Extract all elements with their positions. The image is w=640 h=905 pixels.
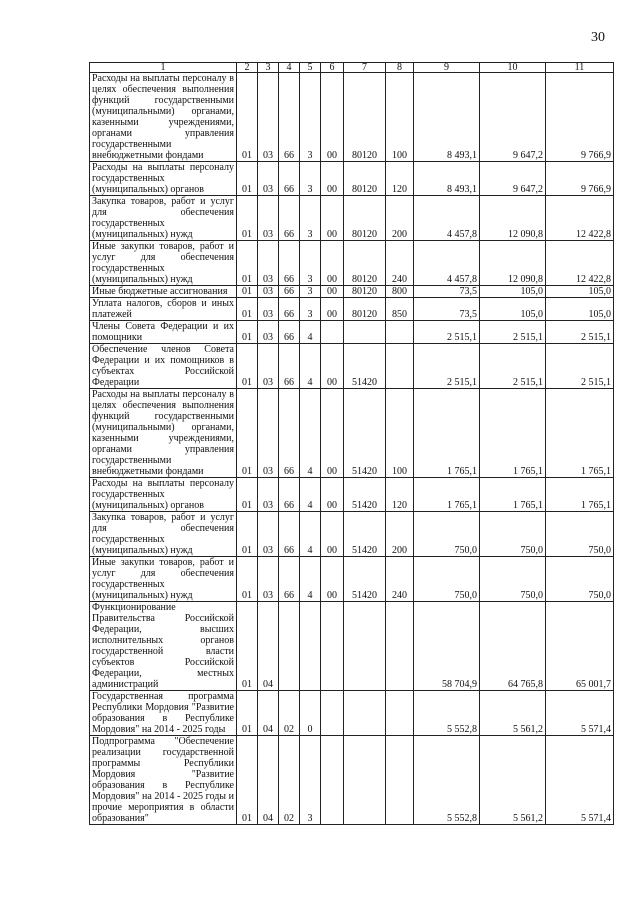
row-value-cell: 5 552,8 xyxy=(414,691,480,736)
row-value-cell: 750,0 xyxy=(414,557,480,602)
row-value-cell xyxy=(386,344,414,389)
table-row xyxy=(90,557,614,602)
table-row xyxy=(90,321,614,344)
row-value-cell: 03 xyxy=(258,196,279,241)
row-value-cell: 66 xyxy=(279,344,300,389)
row-value-cell: 51420 xyxy=(344,344,386,389)
row-value-cell: 1 765,1 xyxy=(414,389,480,478)
row-value-cell: 03 xyxy=(258,478,279,512)
row-value-cell: 01 xyxy=(237,241,258,286)
row-value-cell: 9 766,9 xyxy=(546,162,614,196)
row-value-cell: 0 xyxy=(300,691,321,736)
row-value-cell: 2 515,1 xyxy=(546,321,614,344)
column-header: 3 xyxy=(258,63,279,73)
row-value-cell: 120 xyxy=(386,162,414,196)
row-name-cell: Обеспечение членов Совета Федерации и их помощников в субъектах Российской Федерации xyxy=(90,344,237,389)
row-value-cell: 66 xyxy=(279,298,300,321)
row-value-cell: 66 xyxy=(279,73,300,162)
row-value-cell: 51420 xyxy=(344,512,386,557)
row-value-cell: 4 457,8 xyxy=(414,196,480,241)
row-value-cell: 73,5 xyxy=(414,298,480,321)
row-value-cell: 66 xyxy=(279,286,300,298)
row-name-cell: Расходы на выплаты персоналу в целях обеспечения выполнения функций государственными (муниципальными) органами, казенными учреждениями, органами управления государственными внебюджетными фондами xyxy=(90,389,237,478)
row-value-cell xyxy=(344,321,386,344)
row-value-cell: 750,0 xyxy=(480,557,546,602)
row-value-cell: 03 xyxy=(258,389,279,478)
table-row xyxy=(90,344,614,389)
row-value-cell xyxy=(321,602,344,691)
table-row xyxy=(90,73,614,162)
row-value-cell: 66 xyxy=(279,512,300,557)
row-value-cell: 03 xyxy=(258,344,279,389)
row-value-cell: 01 xyxy=(237,298,258,321)
row-value-cell: 5 552,8 xyxy=(414,736,480,825)
row-value-cell: 00 xyxy=(321,286,344,298)
table-row xyxy=(90,512,614,557)
table-row xyxy=(90,736,614,825)
row-value-cell: 5 561,2 xyxy=(480,736,546,825)
column-header: 5 xyxy=(300,63,321,73)
column-header: 11 xyxy=(546,63,614,73)
row-value-cell: 4 457,8 xyxy=(414,241,480,286)
row-value-cell: 120 xyxy=(386,478,414,512)
row-value-cell: 200 xyxy=(386,512,414,557)
row-value-cell: 00 xyxy=(321,557,344,602)
row-value-cell: 01 xyxy=(237,344,258,389)
row-value-cell: 51420 xyxy=(344,478,386,512)
row-value-cell: 4 xyxy=(300,344,321,389)
row-value-cell: 12 090,8 xyxy=(480,196,546,241)
table-row xyxy=(90,241,614,286)
row-name-cell: Иные бюджетные ассигнования xyxy=(90,286,237,298)
row-value-cell xyxy=(344,691,386,736)
row-value-cell: 2 515,1 xyxy=(480,344,546,389)
column-header: 6 xyxy=(321,63,344,73)
row-name-cell: Государственная программа Республики Мордовия "Развитие образования в Республике Мордовия" на 2014 - 2025 годы xyxy=(90,691,237,736)
table-row xyxy=(90,478,614,512)
row-value-cell: 80120 xyxy=(344,196,386,241)
row-value-cell: 9 647,2 xyxy=(480,162,546,196)
row-value-cell: 80120 xyxy=(344,73,386,162)
row-value-cell: 01 xyxy=(237,196,258,241)
row-value-cell: 51420 xyxy=(344,389,386,478)
row-name-cell: Закупка товаров, работ и услуг для обеспечения государственных (муниципальных) нужд xyxy=(90,196,237,241)
row-value-cell: 66 xyxy=(279,196,300,241)
column-header: 2 xyxy=(237,63,258,73)
row-value-cell: 01 xyxy=(237,691,258,736)
row-value-cell: 00 xyxy=(321,73,344,162)
row-value-cell: 4 xyxy=(300,321,321,344)
row-value-cell: 80120 xyxy=(344,162,386,196)
row-value-cell: 02 xyxy=(279,691,300,736)
row-value-cell: 12 422,8 xyxy=(546,241,614,286)
row-value-cell: 64 765,8 xyxy=(480,602,546,691)
row-value-cell xyxy=(344,602,386,691)
row-value-cell: 80120 xyxy=(344,241,386,286)
row-value-cell: 9 647,2 xyxy=(480,73,546,162)
row-value-cell: 02 xyxy=(279,736,300,825)
row-value-cell: 750,0 xyxy=(480,512,546,557)
row-value-cell: 3 xyxy=(300,298,321,321)
row-value-cell: 01 xyxy=(237,512,258,557)
row-value-cell: 240 xyxy=(386,241,414,286)
row-value-cell: 00 xyxy=(321,344,344,389)
row-name-cell: Иные закупки товаров, работ и услуг для обеспечения государственных (муниципальных) нужд xyxy=(90,241,237,286)
row-value-cell: 66 xyxy=(279,557,300,602)
row-value-cell: 750,0 xyxy=(414,512,480,557)
row-value-cell: 4 xyxy=(300,389,321,478)
row-value-cell xyxy=(386,602,414,691)
row-value-cell: 2 515,1 xyxy=(414,321,480,344)
row-name-cell: Расходы на выплаты персоналу в целях обеспечения выполнения функций государственными (муниципальными) органами, казенными учреждениями, органами управления государственными внебюджетными фондами xyxy=(90,73,237,162)
row-value-cell: 66 xyxy=(279,389,300,478)
row-value-cell: 4 xyxy=(300,512,321,557)
row-value-cell: 80120 xyxy=(344,298,386,321)
row-value-cell: 65 001,7 xyxy=(546,602,614,691)
row-value-cell: 105,0 xyxy=(480,298,546,321)
row-value-cell: 800 xyxy=(386,286,414,298)
row-value-cell: 01 xyxy=(237,321,258,344)
row-value-cell: 80120 xyxy=(344,286,386,298)
row-value-cell xyxy=(279,602,300,691)
row-value-cell: 66 xyxy=(279,162,300,196)
row-value-cell: 1 765,1 xyxy=(414,478,480,512)
table-row xyxy=(90,298,614,321)
row-value-cell: 66 xyxy=(279,321,300,344)
row-value-cell: 3 xyxy=(300,736,321,825)
row-value-cell: 00 xyxy=(321,478,344,512)
row-name-cell: Закупка товаров, работ и услуг для обеспечения государственных (муниципальных) нужд xyxy=(90,512,237,557)
row-value-cell: 00 xyxy=(321,162,344,196)
row-value-cell: 03 xyxy=(258,241,279,286)
table-body xyxy=(90,73,614,825)
row-value-cell: 04 xyxy=(258,602,279,691)
row-value-cell: 51420 xyxy=(344,557,386,602)
row-value-cell: 04 xyxy=(258,691,279,736)
row-value-cell: 03 xyxy=(258,321,279,344)
row-value-cell: 01 xyxy=(237,557,258,602)
row-value-cell: 03 xyxy=(258,162,279,196)
row-value-cell: 00 xyxy=(321,196,344,241)
row-value-cell: 750,0 xyxy=(546,512,614,557)
row-value-cell: 01 xyxy=(237,162,258,196)
row-value-cell: 73,5 xyxy=(414,286,480,298)
budget-table xyxy=(89,62,614,825)
table-row xyxy=(90,286,614,298)
table-row xyxy=(90,196,614,241)
row-value-cell: 3 xyxy=(300,286,321,298)
row-value-cell: 3 xyxy=(300,162,321,196)
row-value-cell: 1 765,1 xyxy=(480,389,546,478)
row-value-cell: 750,0 xyxy=(546,557,614,602)
row-value-cell xyxy=(321,736,344,825)
table-row xyxy=(90,691,614,736)
row-value-cell: 01 xyxy=(237,286,258,298)
row-value-cell: 100 xyxy=(386,73,414,162)
row-value-cell: 01 xyxy=(237,736,258,825)
row-value-cell: 9 766,9 xyxy=(546,73,614,162)
column-header: 7 xyxy=(344,63,386,73)
row-value-cell xyxy=(386,691,414,736)
row-value-cell: 00 xyxy=(321,512,344,557)
row-name-cell: Расходы на выплаты персоналу государственных (муниципальных) органов xyxy=(90,478,237,512)
row-value-cell: 58 704,9 xyxy=(414,602,480,691)
row-value-cell: 3 xyxy=(300,241,321,286)
column-header: 8 xyxy=(386,63,414,73)
row-value-cell: 4 xyxy=(300,478,321,512)
row-name-cell: Иные закупки товаров, работ и услуг для обеспечения государственных (муниципальных) нужд xyxy=(90,557,237,602)
row-value-cell: 1 765,1 xyxy=(546,478,614,512)
column-header: 9 xyxy=(414,63,480,73)
row-value-cell: 01 xyxy=(237,73,258,162)
row-value-cell: 105,0 xyxy=(546,286,614,298)
row-value-cell: 2 515,1 xyxy=(480,321,546,344)
table-row xyxy=(90,389,614,478)
row-value-cell: 5 571,4 xyxy=(546,736,614,825)
row-value-cell: 01 xyxy=(237,389,258,478)
row-value-cell: 04 xyxy=(258,736,279,825)
row-name-cell: Уплата налогов, сборов и иных платежей xyxy=(90,298,237,321)
row-value-cell: 100 xyxy=(386,389,414,478)
row-value-cell: 850 xyxy=(386,298,414,321)
row-value-cell xyxy=(344,736,386,825)
row-name-cell: Функционирование Правительства Российской Федерации, высших исполнительных органов государственной власти субъектов Российской Федерации, местных администраций xyxy=(90,602,237,691)
row-value-cell xyxy=(386,321,414,344)
table-row xyxy=(90,602,614,691)
row-value-cell: 01 xyxy=(237,602,258,691)
row-value-cell: 105,0 xyxy=(546,298,614,321)
row-value-cell: 00 xyxy=(321,241,344,286)
row-value-cell: 01 xyxy=(237,478,258,512)
row-value-cell: 00 xyxy=(321,389,344,478)
row-value-cell: 2 515,1 xyxy=(414,344,480,389)
row-value-cell: 66 xyxy=(279,241,300,286)
column-header: 1 xyxy=(90,63,237,73)
row-value-cell: 8 493,1 xyxy=(414,162,480,196)
row-value-cell: 3 xyxy=(300,196,321,241)
row-value-cell xyxy=(300,602,321,691)
row-name-cell: Подпрограмма "Обеспечение реализации государственной программы Республики Мордовия "Развитие образования в Республике Мордовия" на 2014 - 2025 годы и прочие мероприятия в области образования" xyxy=(90,736,237,825)
row-value-cell: 105,0 xyxy=(480,286,546,298)
row-value-cell: 8 493,1 xyxy=(414,73,480,162)
table-row xyxy=(90,162,614,196)
row-value-cell: 03 xyxy=(258,286,279,298)
row-value-cell: 03 xyxy=(258,298,279,321)
row-name-cell: Расходы на выплаты персоналу государственных (муниципальных) органов xyxy=(90,162,237,196)
row-value-cell xyxy=(386,736,414,825)
row-value-cell: 5 561,2 xyxy=(480,691,546,736)
row-value-cell: 12 422,8 xyxy=(546,196,614,241)
row-value-cell: 2 515,1 xyxy=(546,344,614,389)
row-value-cell: 12 090,8 xyxy=(480,241,546,286)
header-row xyxy=(90,63,614,73)
row-value-cell: 5 571,4 xyxy=(546,691,614,736)
row-value-cell: 200 xyxy=(386,196,414,241)
row-value-cell: 240 xyxy=(386,557,414,602)
row-value-cell: 03 xyxy=(258,512,279,557)
row-value-cell: 66 xyxy=(279,478,300,512)
row-value-cell: 03 xyxy=(258,73,279,162)
row-value-cell: 1 765,1 xyxy=(480,478,546,512)
column-header: 10 xyxy=(480,63,546,73)
row-value-cell: 3 xyxy=(300,73,321,162)
row-value-cell xyxy=(321,321,344,344)
row-value-cell xyxy=(321,691,344,736)
row-value-cell: 1 765,1 xyxy=(546,389,614,478)
column-header: 4 xyxy=(279,63,300,73)
row-value-cell: 00 xyxy=(321,298,344,321)
page-number: 30 xyxy=(591,30,605,45)
row-name-cell: Члены Совета Федерации и их помощники xyxy=(90,321,237,344)
row-value-cell: 4 xyxy=(300,557,321,602)
row-value-cell: 03 xyxy=(258,557,279,602)
